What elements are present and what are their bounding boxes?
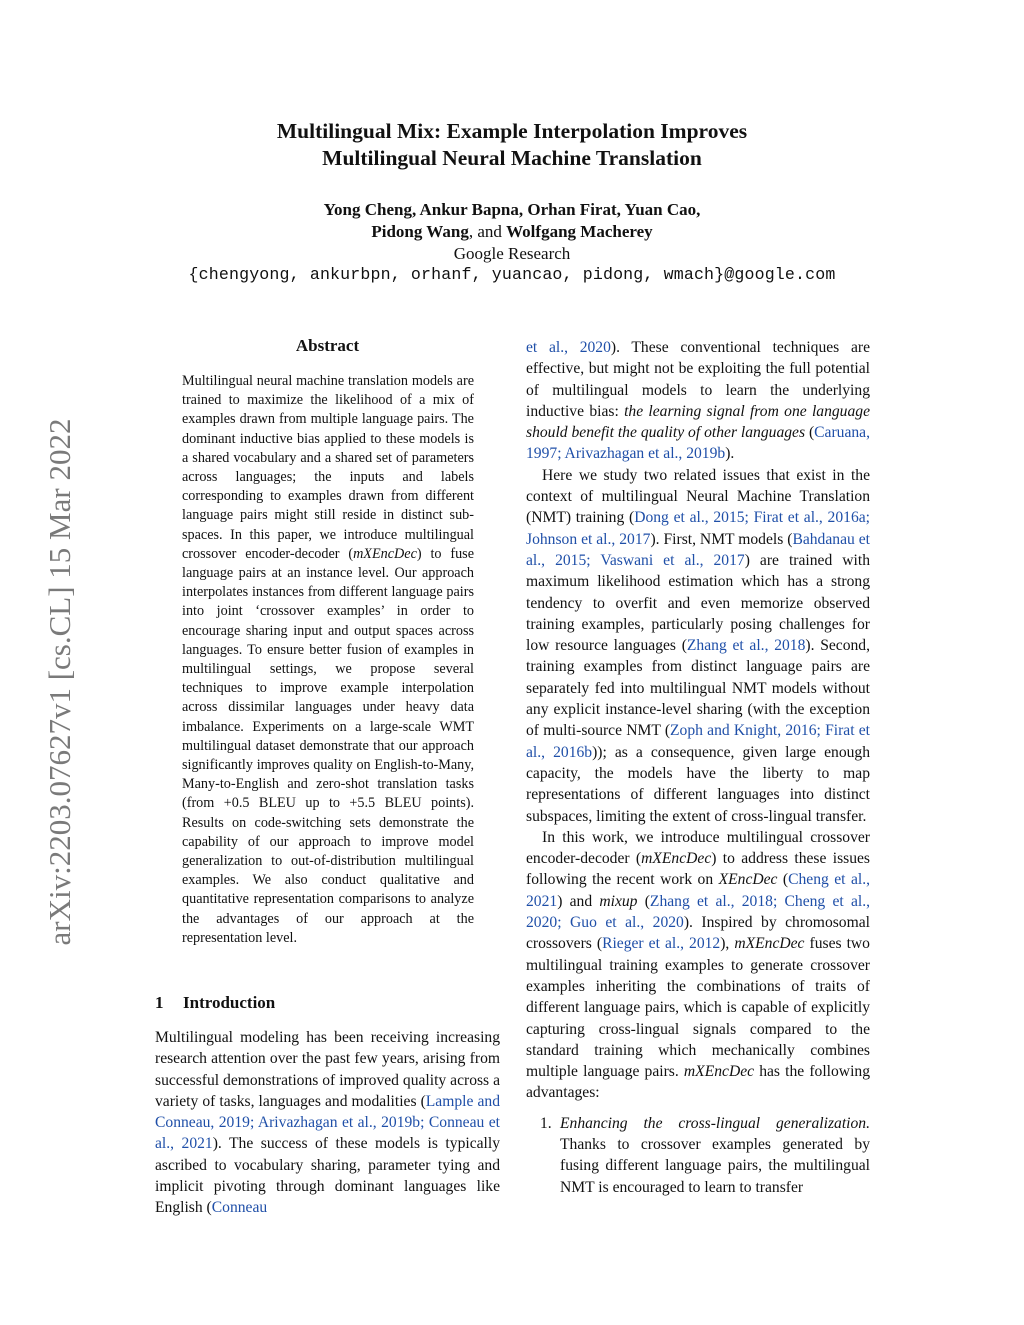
- affiliation: Google Research: [453, 244, 571, 263]
- emphasis-text: the learning signal from one language should benefit the quality of other languages: [526, 402, 870, 442]
- citation-link[interactable]: Cheng et al., 2021: [526, 871, 870, 910]
- text-span: ). Second, training examples from distinct language pairs are separately fed into multilingual NMT models without any explicit instance-level sharing (with the exception of multi-source NMT (: [526, 637, 871, 740]
- citation-link[interactable]: Zhang et al., 2018; Cheng et al., 2020; Guo et al., 2020: [526, 892, 871, 932]
- text-span: ),: [720, 935, 735, 953]
- advantages-list: [526, 1113, 870, 1198]
- author-block: [0, 199, 1024, 265]
- abstract-method-name: mXEncDec: [353, 545, 417, 562]
- arxiv-stamp: arXiv:2203.07627v1 [cs.CL] 15 Mar 2022: [42, 418, 77, 946]
- text-span: ). The success of these models is typically ascribed to vocabulary sharing, parameter tying and implicit pivoting through dominant languages like English (: [155, 1135, 500, 1217]
- citation-link[interactable]: Zhang et al., 2018: [686, 637, 806, 655]
- author-and: , and: [468, 222, 507, 241]
- title-line-2: Multilingual Neural Machine Translation: [322, 146, 702, 170]
- emphasis-text: XEncDec: [718, 871, 778, 889]
- text-span: In this work, we introduce multilingual crossover encoder-decoder (: [526, 828, 870, 868]
- emphasis-text: mXEncDec: [734, 935, 805, 953]
- title-line-1: Multilingual Mix: Example Interpolation Improves: [276, 119, 748, 143]
- intro-left-column: [155, 1027, 500, 1219]
- text-span: Multilingual modeling has been receiving increasing research attention over the past few years, arising from successful demonstrations of improved quality across a variety of tasks, languages and modalities (: [155, 1029, 500, 1110]
- list-item-text: Thanks to crossover examples generated by fusing different language pairs, the multilingual NMT is encouraged to learn to transfer: [560, 1135, 870, 1196]
- text-span: ). First, NMT models (: [650, 530, 793, 548]
- citation-link[interactable]: Lample and Conneau, 2019; Arivazhagan et al., 2019b; Conneau et al., 2021: [155, 1092, 500, 1153]
- abstract-part-2: ) to fuse language pairs at an instance level. Our approach interpolates instances from different language pairs into joint ‘crossover examples’ in order to encourage sharing input and output spaces across languages. To ensure better fusion of examples in multilingual settings, we propose several techniques to improve example interpolation across dissimilar languages under heavy data imbalance. Experiments on a large-scale WMT multilingual dataset demonstrate that our approach significantly improves quality on English-to-Many, Many-to-English and zero-shot translation tasks (from +0.5 BLEU up to +5.5 BLEU points). Results on code-switching sets demonstrate the capability of our approach to improve model generalization to out-of-distribution multilingual examples. We also conduct qualitative and quantitative representation comparisons to analyze the advantages of our approach at the representation level.: [182, 545, 474, 946]
- citation-link-split-end[interactable]: et al., 2020: [526, 339, 611, 356]
- author-emails: {chengyong, ankurbpn, orhanf, yuancao, pidong, wmach}@google.com: [188, 265, 836, 284]
- intro-paragraph-1-end: [526, 337, 870, 465]
- list-number: 1.: [540, 1114, 552, 1132]
- text-span: ) to address these issues following the recent work on: [526, 850, 870, 889]
- text-span: fuses two multilingual training examples to generate crossover examples inheriting the combinations of traits of different language pairs, which is capable of explicitly capturing cross-lingual signals compared to the standard training which mechanically combines multiple language pairs.: [526, 935, 870, 1081]
- right-column: [526, 337, 870, 1198]
- citation-link[interactable]: Dong et al., 2015; Firat et al., 2016a; Johnson et al., 2017: [526, 509, 870, 548]
- emphasis-text: mXEncDec: [641, 850, 712, 868]
- intro-paragraph-3: [526, 827, 870, 1104]
- list-item-title: Enhancing the cross-lingual generalization.: [560, 1114, 870, 1132]
- citation-link[interactable]: Zoph and Knight, 2016; Firat et al., 2016b: [526, 722, 870, 761]
- emphasis-text: mXEncDec: [683, 1063, 755, 1081]
- emphasis-text: mixup: [599, 892, 638, 910]
- section-title: Introduction: [183, 993, 276, 1012]
- citation-link[interactable]: Rieger et al., 2012: [602, 935, 721, 953]
- paper-title: [0, 118, 1024, 172]
- intro-heading: [155, 993, 275, 1013]
- abstract-text: [182, 372, 474, 948]
- intro-paragraph-1-start: [155, 1027, 500, 1219]
- authors-line-1: Yong Cheng, Ankur Bapna, Orhan Firat, Yuan Cao,: [323, 200, 701, 219]
- intro-paragraph-2: [526, 465, 870, 827]
- section-number: 1: [155, 993, 164, 1012]
- text-span: ) are trained with maximum likelihood estimation which has a strong tendency to overfit and even memorize observed training examples, particularly posing challenges for low resource languages (: [526, 551, 870, 655]
- text-span: ) and: [557, 892, 600, 910]
- text-span: Here we study two related issues that exist in the context of multilingual Neural Machine Translation (NMT) training (: [526, 466, 870, 527]
- citation-link-split[interactable]: Conneau: [211, 1199, 268, 1217]
- text-span: ). These conventional techniques are effective, but might not be exploiting the full potential of multilingual models to learn the underlying inductive bias:: [526, 339, 870, 420]
- text-span: has the following advantages:: [526, 1063, 870, 1102]
- citation-link[interactable]: Bahdanau et al., 2015; Vaswani et al., 2017: [526, 530, 870, 569]
- text-span: )); as a consequence, given large enough capacity, the models have the liberty to map representations of different languages into distinct subspaces, limiting the extent of cross-lingual transfer.: [526, 743, 871, 825]
- list-item: [560, 1113, 870, 1198]
- text-span: (: [637, 892, 650, 910]
- abstract-heading: Abstract: [295, 336, 360, 355]
- author-pidong: Pidong Wang: [371, 222, 469, 241]
- text-span: (: [777, 871, 789, 889]
- text-span: ).: [725, 445, 735, 463]
- abstract-part-1: Multilingual neural machine translation models are trained to maximize the likelihood of a mix of examples drawn from multiple language pairs. The dominant inductive bias applied to these models is a shared vocabulary and a shared set of parameters across languages; the inputs and labels corresponding to examples drawn from different language pairs might still reside in distinct sub-spaces. In this paper, we introduce multilingual crossover encoder-decoder (: [182, 373, 474, 562]
- text-span: ). Inspired by chromosomal crossovers (: [526, 914, 870, 953]
- text-span: (: [805, 424, 815, 442]
- citation-link[interactable]: Caruana, 1997; Arivazhagan et al., 2019b: [526, 424, 870, 463]
- author-wolfgang: Wolfgang Macherey: [506, 222, 653, 241]
- authors-line-2: [0, 221, 1024, 243]
